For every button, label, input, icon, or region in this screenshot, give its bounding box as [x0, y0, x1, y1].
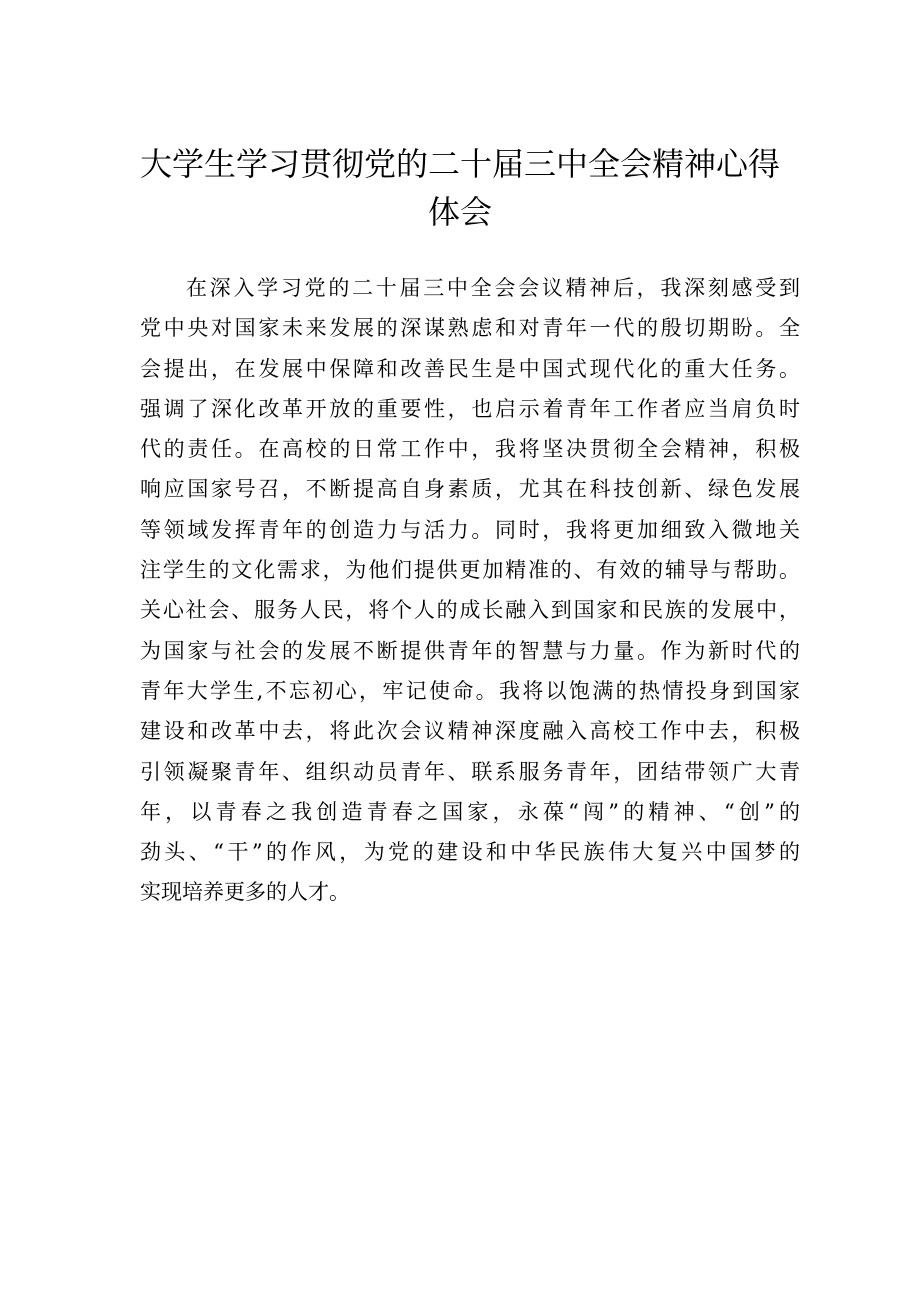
body-line: 等领域发挥青年的创造力与活力。同时，我将更加细致入微地关: [140, 517, 800, 542]
body-line: 年，以青春之我创造青春之国家，永葆“闯”的精神、“创”的: [140, 799, 800, 824]
body-line: 强调了深化改革开放的重要性，也启示着青年工作者应当肩负时: [140, 396, 800, 421]
body-line: 代的责任。在高校的日常工作中，我将坚决贯彻全会精神，积极: [140, 437, 800, 462]
body-line: 党中央对国家未来发展的深谋熟虑和对青年一代的殷切期盼。全: [140, 316, 800, 341]
title-line-2: 体会: [427, 193, 492, 231]
body-line: 响应国家号召，不断提高自身素质，尤其在科技创新、绿色发展: [140, 477, 800, 502]
body-line: 青年大学生,不忘初心，牢记使命。我将以饱满的热情投身到国家: [140, 678, 800, 703]
body-line: 实现培养更多的人才。: [140, 880, 350, 905]
title-line-1: 大学生学习贯彻党的二十届三中全会精神心得: [139, 145, 780, 183]
body-line: 为国家与社会的发展不断提供青年的智慧与力量。作为新时代的: [140, 638, 800, 663]
body-line: 会提出，在发展中保障和改善民生是中国式现代化的重大任务。: [140, 356, 800, 381]
body-line: 关心社会、服务人民，将个人的成长融入到国家和民族的发展中，: [140, 598, 800, 623]
body-line: 注学生的文化需求，为他们提供更加精准的、有效的辅导与帮助。: [140, 558, 800, 583]
body-line: 引领凝聚青年、组织动员青年、联系服务青年，团结带领广大青: [140, 759, 800, 784]
body-line: 劲头、“干”的作风，为党的建设和中华民族伟大复兴中国梦的: [140, 840, 800, 865]
document-title: [100, 140, 820, 236]
body-paragraph: [140, 268, 800, 913]
body-line: 在深入学习党的二十届三中全会会议精神后，我深刻感受到: [186, 276, 800, 300]
body-line: 建设和改革中去，将此次会议精神深度融入高校工作中去，积极: [140, 719, 800, 744]
